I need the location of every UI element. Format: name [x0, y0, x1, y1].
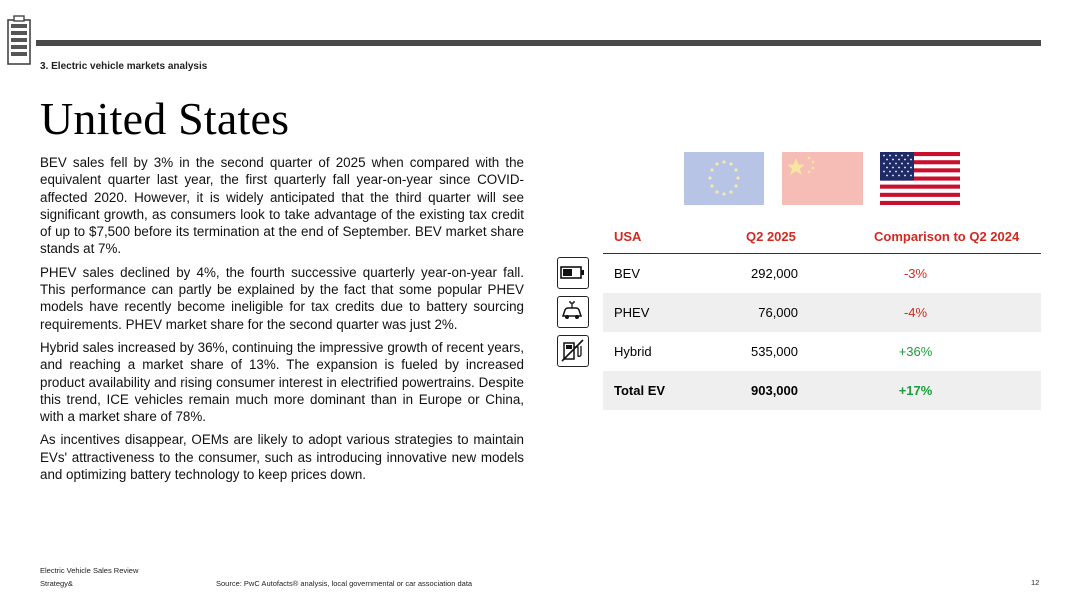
logo-document-icon	[4, 14, 34, 70]
header-q2-2025: Q2 2025	[746, 229, 796, 244]
plug-car-icon	[557, 296, 589, 328]
usa-flag-icon[interactable]	[880, 152, 960, 205]
ev-sales-table	[603, 220, 1041, 410]
row-label: BEV	[614, 266, 641, 281]
table-row-hybrid	[603, 332, 1041, 371]
table-row-phev	[603, 293, 1041, 332]
row-change: -3%	[903, 266, 928, 281]
footer-brand: Strategy&	[40, 579, 73, 588]
table-row-bev	[603, 254, 1041, 293]
row-change: +17%	[898, 383, 933, 398]
header-comparison: Comparison to Q2 2024	[874, 229, 1020, 244]
page-title: United States	[40, 93, 290, 144]
paragraph-hybrid: Hybrid sales increased by 36%, continuing the impressive growth of recent years, and reaching a market share of 13%. The expansion is fueled by increased product availability and rising consumer interest in electrified powertrains. Despite this trend, ICE vehicles remain much more dominant than in Europe or China, with a market share of 78%.	[40, 339, 524, 425]
footer-doc-title: Electric Vehicle Sales Review	[40, 566, 139, 575]
row-label: Hybrid	[614, 344, 652, 359]
header-bar	[36, 40, 1041, 46]
row-change: +36%	[898, 344, 933, 359]
row-value: 903,000	[751, 383, 798, 398]
row-change: -4%	[903, 305, 928, 320]
china-flag-icon[interactable]	[782, 152, 863, 205]
paragraph-phev: PHEV sales declined by 4%, the fourth successive quarterly year-on-year fall. This performance can partly be explained by the fact that some popular PHEV models have recently become ineligible for tax credits due to battery sourcing requirements. PHEV market share for the second quarter was just 2%.	[40, 264, 524, 332]
fuel-pump-plug-icon	[557, 335, 589, 367]
body-text	[40, 154, 524, 489]
row-label: Total EV	[614, 383, 666, 398]
row-value: 76,000	[758, 305, 798, 320]
section-label: 3. Electric vehicle markets analysis	[40, 61, 208, 72]
battery-icon	[557, 257, 589, 289]
page-number: 12	[1031, 578, 1040, 587]
header-country: USA	[614, 229, 642, 244]
table-row-total	[603, 371, 1041, 410]
row-value: 292,000	[751, 266, 798, 281]
row-label: PHEV	[614, 305, 650, 320]
footer-source: Source: PwC Autofacts® analysis, local governmental or car association data	[216, 579, 473, 588]
row-value: 535,000	[751, 344, 798, 359]
paragraph-bev: BEV sales fell by 3% in the second quarter of 2025 when compared with the equivalent quarter last year, the first quarterly fall year-on-year since COVID-affected 2020. However, it is widely anticipated that the third quarter will see significant growth, as consumers look to take advantage of the existing tax credit of up to $7,500 before its termination at the end of September. BEV market share stands at 7%.	[40, 155, 524, 257]
paragraph-outlook: As incentives disappear, OEMs are likely to adopt various strategies to maintain EVs' attractiveness to the consumer, such as introducing innovative new models and optimizing battery technology to keep prices down.	[40, 432, 524, 483]
table-header	[603, 220, 1041, 254]
eu-flag-icon[interactable]	[684, 152, 764, 205]
